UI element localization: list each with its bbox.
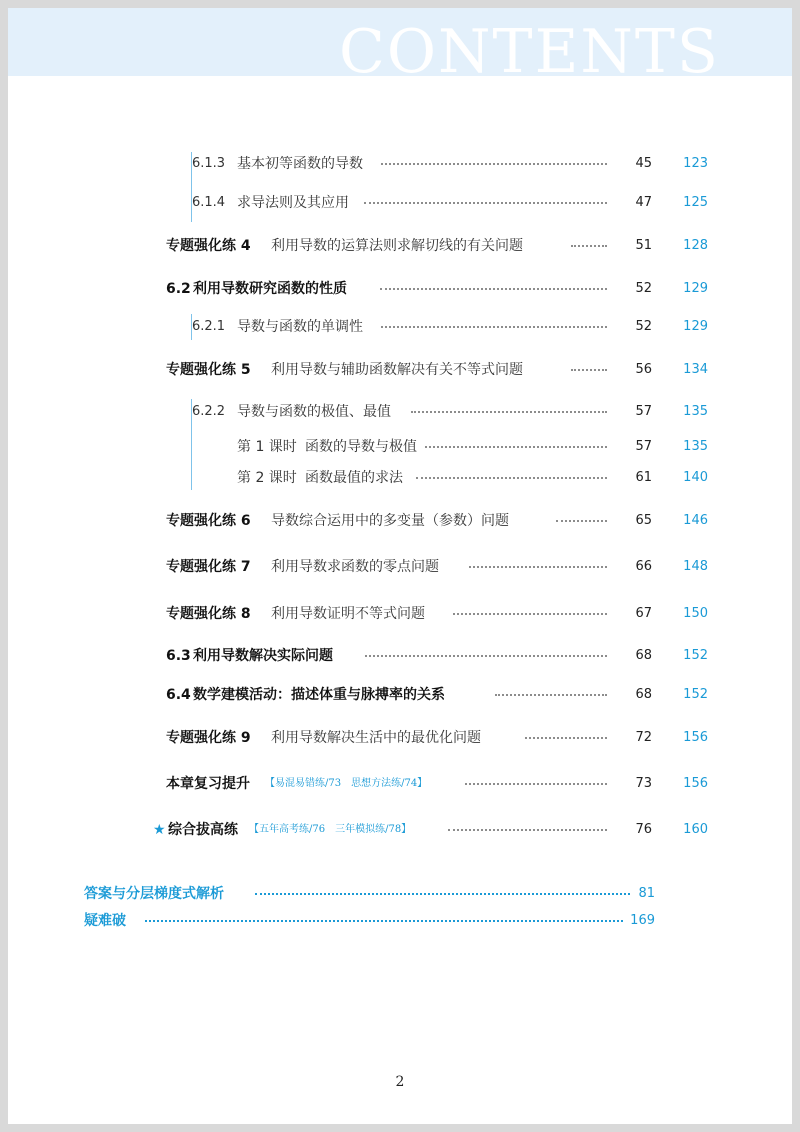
page-number: 57 — [635, 439, 652, 454]
dot-leader — [465, 783, 607, 785]
entry-prefix: 第 1 课时 — [237, 439, 297, 455]
page-number: 68 — [635, 648, 652, 663]
answer-page-number: 150 — [683, 606, 708, 621]
entry-title: 本章复习提升 — [166, 776, 250, 792]
entry-number: 6.2.1 — [192, 319, 226, 334]
dot-leader — [448, 829, 607, 831]
page-number: 57 — [635, 404, 652, 419]
page-number: 45 — [635, 156, 652, 171]
answer-page-number: 129 — [683, 281, 708, 296]
page-number: 81 — [638, 886, 655, 901]
dot-leader — [571, 369, 607, 371]
entry-prefix: 专题强化练 4 — [166, 238, 251, 254]
page-number: 72 — [635, 730, 652, 745]
star-icon: ★ — [153, 822, 166, 838]
answer-page-number: 134 — [683, 362, 708, 377]
page-number: 56 — [635, 362, 652, 377]
dot-leader — [416, 477, 607, 479]
toc-entry-practice-7[interactable] — [8, 555, 792, 579]
entry-title: 基本初等函数的导数 — [237, 156, 363, 172]
entry-title: 利用导数证明不等式问题 — [271, 606, 425, 622]
answer-page-number: 160 — [683, 822, 708, 837]
dot-leader — [453, 613, 607, 615]
entry-title: 函数的导数与极值 — [305, 439, 417, 455]
dot-leader — [255, 893, 630, 895]
entry-title: 利用导数解决实际问题 — [193, 648, 333, 664]
dot-leader — [556, 520, 607, 522]
entry-title: 利用导数的运算法则求解切线的有关问题 — [271, 238, 523, 254]
toc-entry-practice-8[interactable] — [8, 602, 792, 626]
page-number: 61 — [635, 470, 652, 485]
answer-page-number: 152 — [683, 648, 708, 663]
page-number: 73 — [635, 776, 652, 791]
dot-leader — [381, 326, 607, 328]
answer-page-number: 140 — [683, 470, 708, 485]
entry-title: 导数与函数的单调性 — [237, 319, 363, 335]
answer-page-number: 146 — [683, 513, 708, 528]
answer-page-number: 128 — [683, 238, 708, 253]
entry-title: 数学建模活动：描述体重与脉搏率的关系 — [193, 687, 445, 703]
toc-entry-practice-9[interactable] — [8, 726, 792, 750]
entry-number: 6.4 — [166, 687, 191, 703]
toc-entry-practice-4[interactable] — [8, 234, 792, 258]
page-number: 51 — [635, 238, 652, 253]
entry-title: 利用导数解决生活中的最优化问题 — [271, 730, 481, 746]
answer-page-number: 129 — [683, 319, 708, 334]
page-number: 65 — [635, 513, 652, 528]
toc-entry-6-1-4[interactable] — [8, 191, 792, 215]
dot-leader — [571, 245, 607, 247]
dot-leader — [469, 566, 607, 568]
page-number: 169 — [630, 913, 655, 928]
toc-entry-6-4[interactable] — [8, 683, 792, 707]
page-footer-number: 2 — [395, 1074, 405, 1090]
toc-entry-6-1-3[interactable] — [8, 152, 792, 176]
dot-leader — [365, 655, 607, 657]
entry-title: 求导法则及其应用 — [237, 195, 349, 211]
dot-leader — [145, 920, 623, 922]
dot-leader — [381, 163, 607, 165]
entry-title: 函数最值的求法 — [305, 470, 403, 486]
dot-leader — [411, 411, 607, 413]
toc-entry-chapter-review[interactable] — [8, 772, 792, 796]
answer-page-number: 148 — [683, 559, 708, 574]
entry-title: 疑难破 — [84, 913, 126, 929]
page-number: 47 — [635, 195, 652, 210]
toc-entry-answers[interactable] — [8, 882, 792, 906]
entry-title: 利用导数研究函数的性质 — [193, 281, 347, 297]
contents-header-band — [8, 8, 792, 76]
answer-page-number: 123 — [683, 156, 708, 171]
toc-entry-6-2-1[interactable] — [8, 315, 792, 339]
entry-title: 导数与函数的极值、最值 — [237, 404, 391, 420]
entry-prefix: 第 2 课时 — [237, 470, 297, 486]
page-number: 66 — [635, 559, 652, 574]
toc-page — [8, 8, 792, 1124]
entry-title: 利用导数与辅助函数解决有关不等式问题 — [271, 362, 523, 378]
contents-watermark: CONTENTS — [338, 17, 720, 76]
entry-subtitle: 【易混易错练/73 思想方法练/74】 — [265, 778, 428, 789]
page-number: 52 — [635, 281, 652, 296]
toc-entry-comprehensive[interactable] — [8, 818, 792, 842]
toc-entry-6-2[interactable] — [8, 277, 792, 301]
entry-number: 6.3 — [166, 648, 191, 664]
entry-number: 6.1.4 — [192, 195, 226, 210]
entry-number: 6.2.2 — [192, 404, 226, 419]
answer-page-number: 125 — [683, 195, 708, 210]
entry-prefix: 专题强化练 5 — [166, 362, 251, 378]
toc-entry-6-3[interactable] — [8, 644, 792, 668]
answer-page-number: 135 — [683, 439, 708, 454]
answer-page-number: 135 — [683, 404, 708, 419]
entry-title: 导数综合运用中的多变量（参数）问题 — [271, 513, 509, 529]
entry-subtitle: 【五年高考练/76 三年模拟练/78】 — [249, 824, 412, 835]
page-number: 52 — [635, 319, 652, 334]
entry-title: 综合拔高练 — [168, 822, 238, 838]
toc-entry-6-2-2[interactable] — [8, 400, 792, 424]
answer-page-number: 156 — [683, 776, 708, 791]
toc-entry-lesson-2[interactable] — [8, 466, 792, 490]
toc-entry-practice-5[interactable] — [8, 358, 792, 382]
entry-prefix: 专题强化练 6 — [166, 513, 251, 529]
answer-page-number: 152 — [683, 687, 708, 702]
dot-leader — [425, 446, 607, 448]
page-number: 68 — [635, 687, 652, 702]
toc-entry-lesson-1[interactable] — [8, 435, 792, 459]
dot-leader — [495, 694, 607, 696]
entry-title: 利用导数求函数的零点问题 — [271, 559, 439, 575]
entry-number: 6.1.3 — [192, 156, 226, 171]
dot-leader — [525, 737, 607, 739]
dot-leader — [380, 288, 607, 290]
page-number: 67 — [635, 606, 652, 621]
page-number: 76 — [635, 822, 652, 837]
toc-entry-practice-6[interactable] — [8, 509, 792, 533]
dot-leader — [364, 202, 607, 204]
answer-page-number: 156 — [683, 730, 708, 745]
entry-number: 6.2 — [166, 281, 191, 297]
entry-prefix: 专题强化练 9 — [166, 730, 251, 746]
entry-title: 答案与分层梯度式解析 — [84, 886, 224, 902]
entry-prefix: 专题强化练 7 — [166, 559, 251, 575]
entry-prefix: 专题强化练 8 — [166, 606, 251, 622]
toc-entry-difficulties[interactable] — [8, 909, 792, 933]
